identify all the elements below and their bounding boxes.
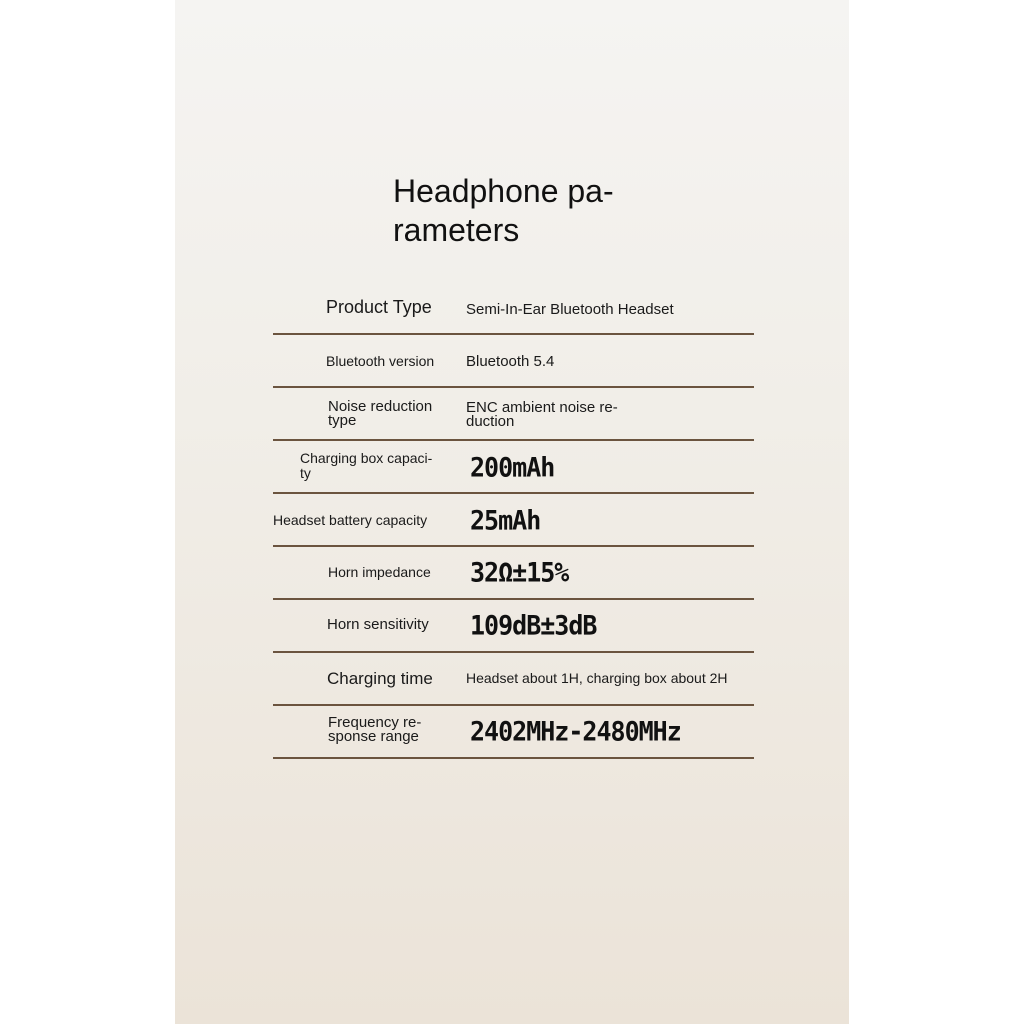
label-line: Charging box capaci- (300, 450, 433, 466)
value-line: ENC ambient noise re- (466, 399, 618, 416)
spec-label-frequency-response (328, 716, 421, 744)
spec-value-charging-box-capacity: 200mAh (470, 451, 555, 484)
spec-value-horn-impedance: 32Ω±15% (470, 556, 569, 589)
label-line: sponse range (328, 728, 419, 745)
spec-label-noise-reduction (328, 400, 432, 428)
spec-value-bluetooth-version: Bluetooth 5.4 (466, 353, 555, 370)
spec-value-frequency-response: 2402MHz-2480MHz (470, 715, 681, 748)
spec-value-noise-reduction (466, 401, 618, 429)
row-divider (273, 545, 754, 547)
row-divider (273, 439, 754, 441)
spec-value-product-type: Semi-In-Ear Bluetooth Headset (466, 301, 674, 318)
label-line: Frequency re- (328, 714, 422, 731)
row-divider (273, 492, 754, 494)
value-line: duction (466, 413, 515, 430)
label-line: type (328, 412, 357, 429)
spec-value-headset-battery: 25mAh (470, 504, 541, 537)
spec-label-horn-impedance: Horn impedance (328, 564, 431, 580)
label-line: Noise reduction (328, 398, 433, 415)
spec-label-charging-time: Charging time (327, 669, 433, 688)
row-divider (273, 386, 754, 388)
page-title (393, 172, 653, 250)
spec-value-charging-time: Headset about 1H, charging box about 2H (466, 670, 728, 686)
title-line-2: rameters (393, 212, 520, 248)
title-line-1: Headphone pa- (393, 173, 614, 209)
row-divider (273, 651, 754, 653)
spec-label-headset-battery: Headset battery capacity (273, 512, 428, 528)
spec-label-charging-box-capacity (300, 451, 432, 481)
spec-label-product-type: Product Type (326, 297, 432, 317)
row-divider (273, 333, 754, 335)
row-divider (273, 757, 754, 759)
row-divider (273, 598, 754, 600)
spec-label-horn-sensitivity: Horn sensitivity (327, 616, 429, 633)
row-divider (273, 704, 754, 706)
spec-label-bluetooth-version: Bluetooth version (326, 353, 435, 369)
spec-value-horn-sensitivity: 109dB±3dB (470, 609, 597, 642)
label-line: ty (300, 465, 311, 481)
